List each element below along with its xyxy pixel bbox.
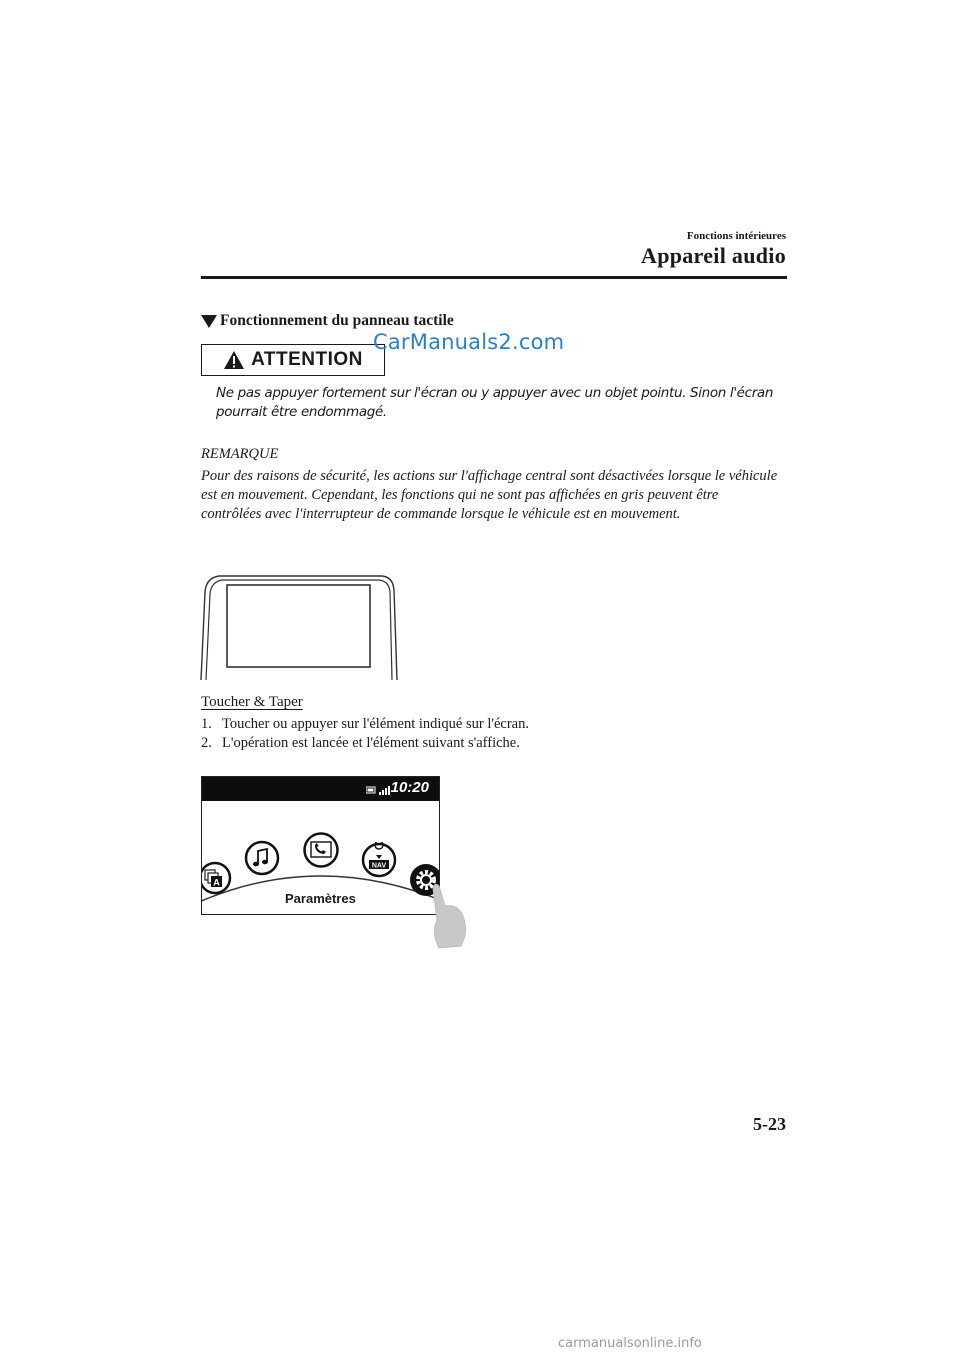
attention-box xyxy=(201,344,385,376)
step-number: 2. xyxy=(201,735,212,751)
step-text: Toucher ou appuyer sur l'élément indiqué sur l'écran. xyxy=(222,716,529,732)
steps-list xyxy=(201,715,529,753)
warning-triangle-icon xyxy=(223,350,245,370)
page-number: 5-23 xyxy=(753,1114,786,1134)
remarque-body: Pour des raisons de sécurité, les actions sur l'affichage central sont désactivées lorsque le véhicule est en mouvement. Cependant, les fonctions qui ne sont pas affichées en gris peuvent être contrôlées avec l'interrupteur de commande lorsque le véhicule est en mouvement. xyxy=(201,468,778,522)
list-item xyxy=(201,734,529,753)
header-section-label: Fonctions intérieures xyxy=(686,230,786,242)
header-divider xyxy=(201,276,787,279)
step-text: L'opération est lancée et l'élément suivant s'affiche. xyxy=(222,735,520,751)
step-number: 1. xyxy=(201,716,212,732)
watermark-top: CarManuals2.com xyxy=(373,330,565,354)
apps-icon xyxy=(201,861,234,895)
triangle-marker-icon xyxy=(201,315,217,328)
remarque-label: REMARQUE xyxy=(201,446,279,462)
phone-icon xyxy=(302,831,340,869)
section-title-text: Fonctionnement du panneau tactile xyxy=(220,312,454,329)
header-title: Appareil audio xyxy=(641,243,786,268)
touch-heading: Toucher & Taper xyxy=(201,694,303,710)
screen-figure xyxy=(201,776,440,915)
list-item xyxy=(201,715,529,734)
finger-touch-icon xyxy=(425,880,470,950)
music-icon xyxy=(244,840,280,876)
clock-text: 10:20 xyxy=(390,779,429,796)
settings-label: Paramètres xyxy=(285,891,356,906)
navigation-icon xyxy=(361,842,397,878)
section-title xyxy=(201,312,454,330)
attention-label: ATTENTION xyxy=(251,349,363,370)
attention-body: Ne pas appuyer fortement sur l'écran ou y appuyer avec un objet pointu. Sinon l'écran pourrait être endommagé. xyxy=(216,385,774,420)
watermark-bottom: carmanualsonline.info xyxy=(558,1336,702,1351)
apps-icon-text: A xyxy=(213,877,220,888)
display-outline-figure xyxy=(197,570,402,682)
nav-icon-text: NAV xyxy=(371,862,387,870)
